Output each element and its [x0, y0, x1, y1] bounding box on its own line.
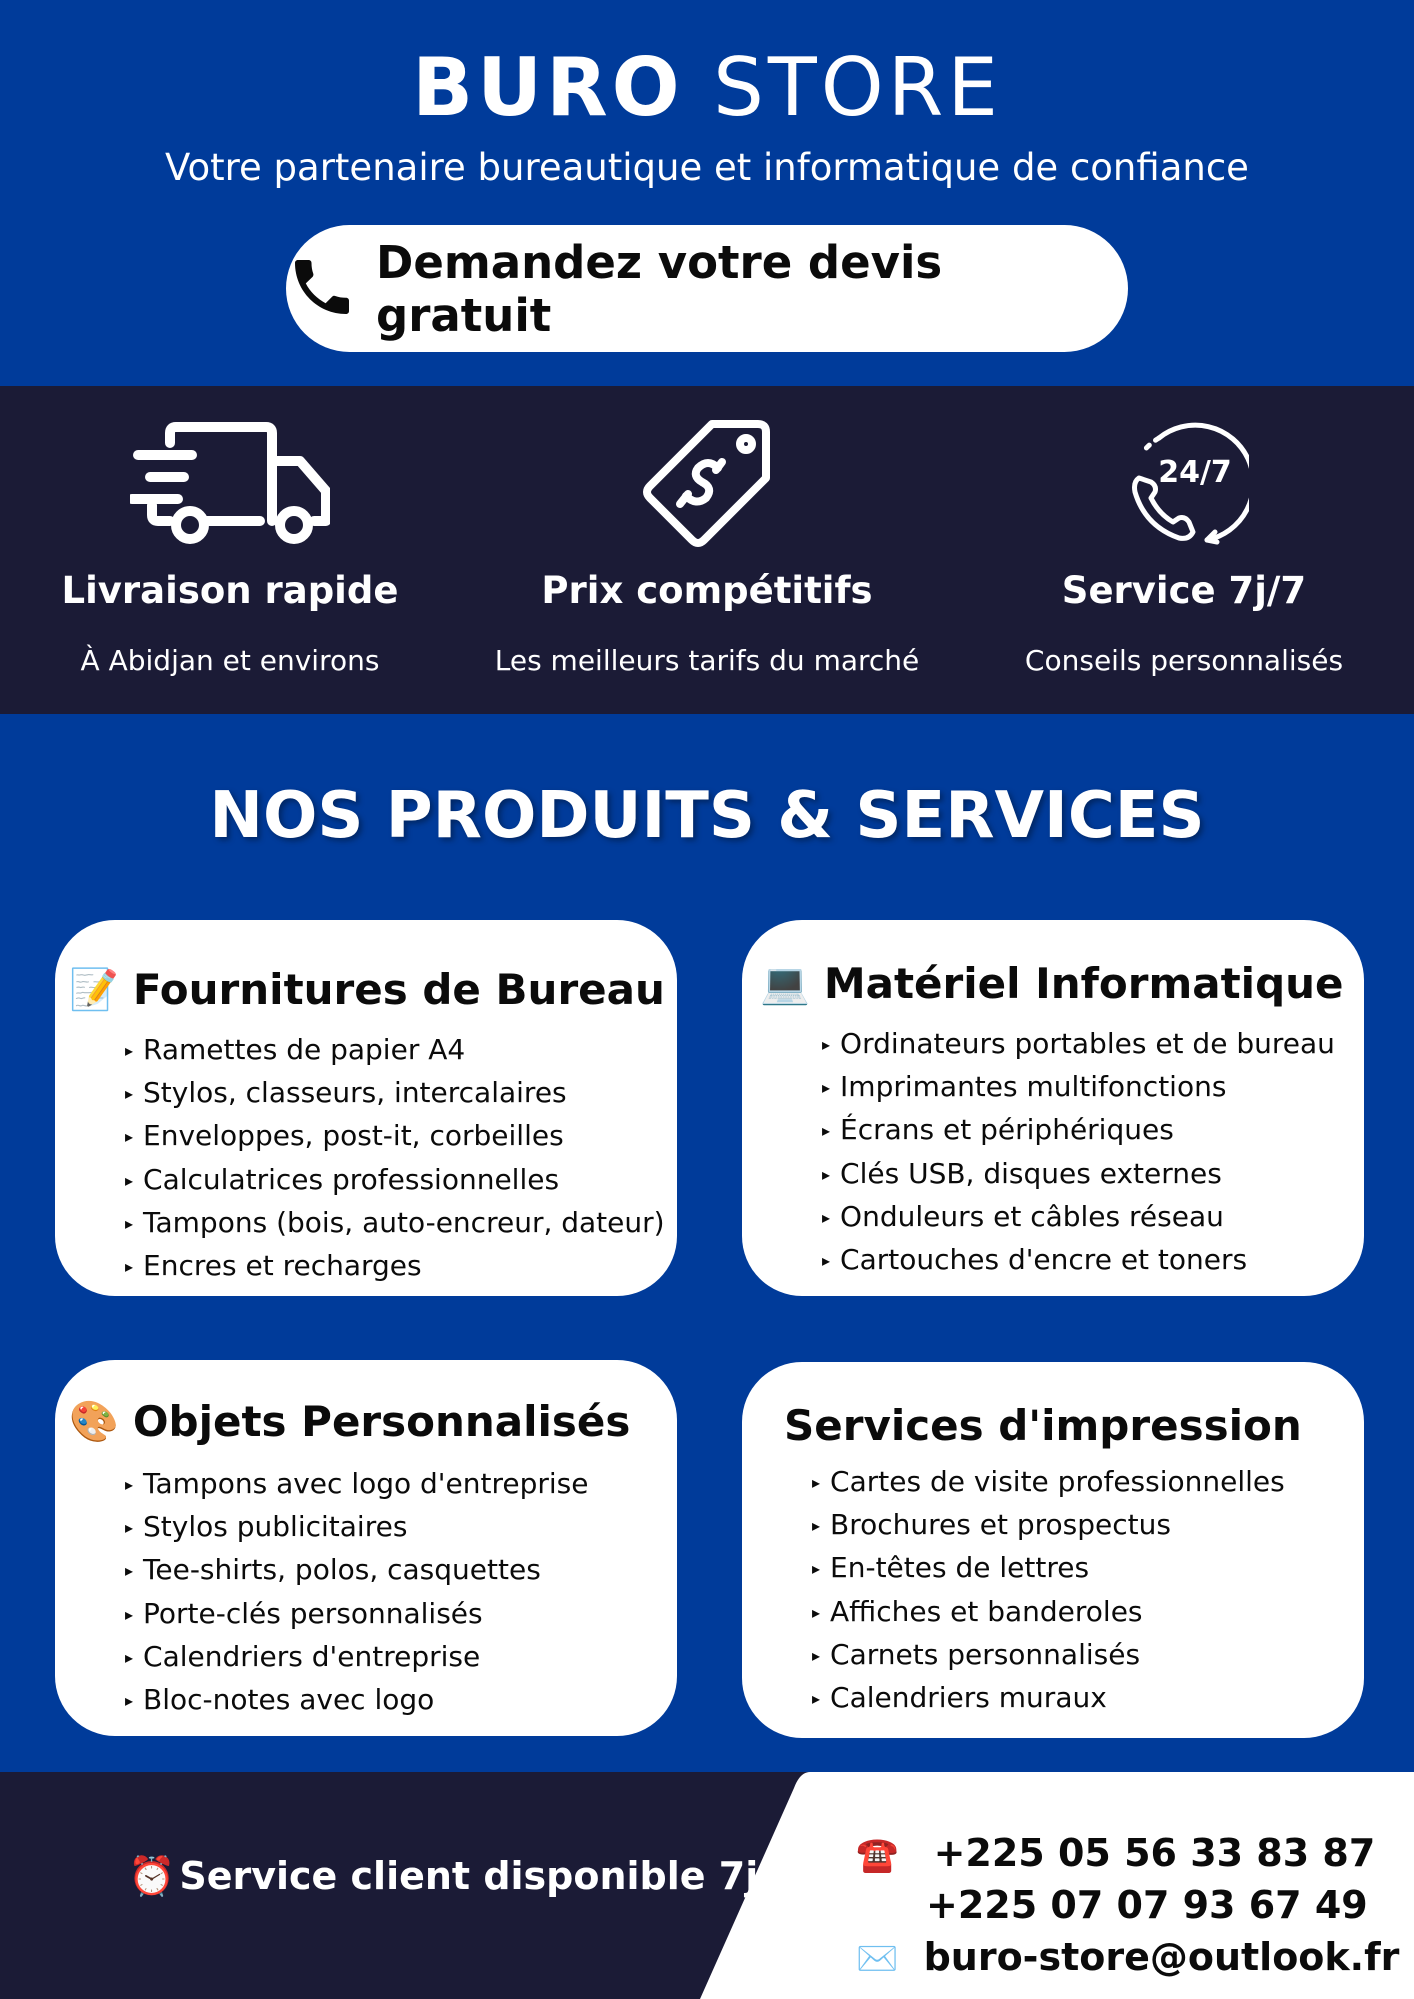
- card-title: [69, 1396, 630, 1448]
- list-item: ▸ Stylos, classeurs, intercalaires: [125, 1073, 665, 1116]
- list-item: ▸ Tee-shirts, polos, casquettes: [125, 1550, 588, 1593]
- card-title: [69, 964, 665, 1016]
- list-item: ▸ Tampons avec logo d'entreprise: [125, 1464, 588, 1507]
- quote-request-label: Demandez votre devis gratuit: [376, 235, 943, 342]
- list-item: ▸ Calendriers muraux: [812, 1678, 1285, 1721]
- email-row: [856, 1934, 1399, 1982]
- card-item-list: [812, 1462, 1285, 1721]
- brand-logo: [0, 41, 1414, 134]
- list-item: ▸ Cartes de visite professionnelles: [812, 1462, 1285, 1505]
- card-title-text: Objets Personnalisés: [132, 1397, 631, 1446]
- list-item: ▸ Tampons (bois, auto-encreur, dateur): [125, 1203, 665, 1246]
- envelope-icon: ✉️: [856, 1939, 899, 1979]
- brand-name-bold: BURO: [412, 41, 684, 134]
- tagline: Votre partenaire bureautique et informatique de confiance: [165, 146, 1249, 189]
- phone-number-1[interactable]: +225 05 56 33 83 87: [933, 1831, 1376, 1875]
- alarm-clock-icon: ⏰: [128, 1854, 176, 1898]
- feature-subtitle: Les meilleurs tarifs du marché: [494, 644, 920, 677]
- customer-service-text: Service client disponible 7j/7: [179, 1854, 799, 1898]
- section-title: NOS PRODUITS & SERVICES: [209, 779, 1205, 853]
- support-24-7-text: 24/7: [1158, 455, 1232, 490]
- feature-service: [954, 386, 1414, 714]
- phone-icon: [286, 251, 358, 327]
- contact-panel-edge: [790, 1772, 1414, 1773]
- delivery-truck-icon: [0, 418, 460, 548]
- list-item: ▸ Imprimantes multifonctions: [822, 1067, 1335, 1110]
- list-item: ▸ Brochures et prospectus: [812, 1505, 1285, 1548]
- laptop-icon: 💻: [760, 961, 810, 1007]
- brand-name-light: STORE: [713, 41, 1002, 134]
- feature-delivery: [0, 386, 460, 714]
- list-item: ▸ Écrans et périphériques: [822, 1110, 1335, 1153]
- card-item-list: [822, 1024, 1335, 1283]
- price-tag-icon: [477, 418, 937, 548]
- list-item: ▸ Affiches et banderoles: [812, 1592, 1285, 1635]
- card-title: [784, 1400, 1302, 1452]
- list-item: ▸ Cartouches d'encre et toners: [822, 1240, 1335, 1283]
- card-item-list: [125, 1464, 588, 1723]
- header-banner: [0, 0, 1414, 386]
- card-title: [760, 958, 1344, 1010]
- list-item: ▸ Encres et recharges: [125, 1246, 665, 1289]
- phone-row-1: [856, 1830, 1375, 1878]
- card-office-supplies: [55, 920, 677, 1296]
- list-item: ▸ Porte-clés personnalisés: [125, 1594, 588, 1637]
- phone-row-2: [926, 1882, 1368, 1928]
- card-custom-items: [55, 1360, 677, 1736]
- list-item: ▸ Carnets personnalisés: [812, 1635, 1285, 1678]
- feature-price: [477, 386, 937, 714]
- card-title-text: Matériel Informatique: [823, 959, 1344, 1008]
- email-address[interactable]: buro-store@outlook.fr: [923, 1935, 1400, 1979]
- list-item: ▸ Calculatrices professionnelles: [125, 1160, 665, 1203]
- telephone-icon: ☎️: [856, 1835, 899, 1875]
- phone-number-2[interactable]: +225 07 07 93 67 49: [926, 1883, 1368, 1927]
- list-item: ▸ Enveloppes, post-it, corbeilles: [125, 1116, 665, 1159]
- card-title-text: Fournitures de Bureau: [132, 965, 665, 1014]
- list-item: ▸ Onduleurs et câbles réseau: [822, 1197, 1335, 1240]
- list-item: ▸ Stylos publicitaires: [125, 1507, 588, 1550]
- card-item-list: [125, 1030, 665, 1289]
- list-item: ▸ Ramettes de papier A4: [125, 1030, 665, 1073]
- list-item: ▸ Ordinateurs portables et de bureau: [822, 1024, 1335, 1067]
- list-item: ▸ Bloc-notes avec logo: [125, 1680, 588, 1723]
- customer-service-note: [128, 1852, 799, 1900]
- palette-icon: 🎨: [69, 1399, 119, 1445]
- support-24-7-icon: [954, 418, 1414, 548]
- list-item: ▸ Calendriers d'entreprise: [125, 1637, 588, 1680]
- feature-subtitle: À Abidjan et environs: [80, 644, 380, 677]
- card-title-text: Services d'impression: [784, 1401, 1302, 1450]
- feature-subtitle: Conseils personnalisés: [1024, 644, 1344, 677]
- card-printing-services: [742, 1362, 1364, 1738]
- list-item: ▸ Clés USB, disques externes: [822, 1154, 1335, 1197]
- memo-icon: 📝: [69, 967, 119, 1013]
- list-item: ▸ En-têtes de lettres: [812, 1548, 1285, 1591]
- quote-request-button[interactable]: [286, 225, 1128, 352]
- feature-title: Service 7j/7: [1061, 569, 1307, 612]
- feature-title: Prix compétitifs: [541, 569, 873, 612]
- features-band: [0, 386, 1414, 714]
- feature-title: Livraison rapide: [61, 569, 399, 612]
- card-it-equipment: [742, 920, 1364, 1296]
